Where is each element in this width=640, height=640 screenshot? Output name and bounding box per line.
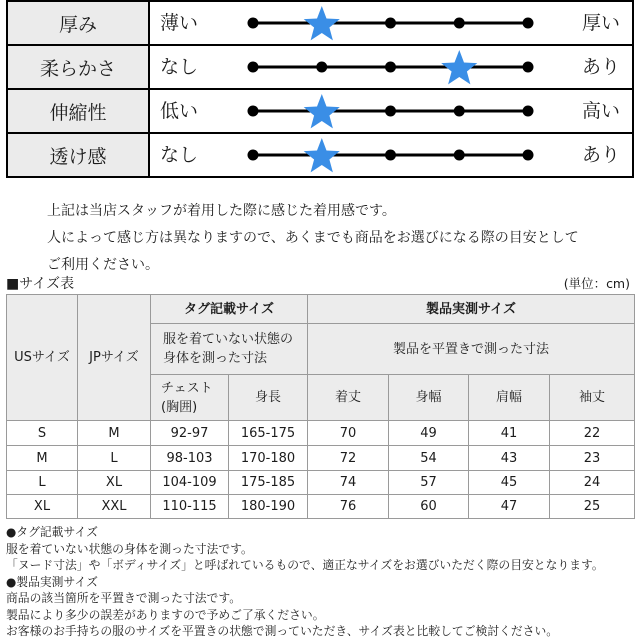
header-chest [151, 375, 229, 421]
feel-scale-cell [150, 134, 632, 176]
scale-dot [248, 106, 259, 117]
scale-low-label: なし [160, 56, 199, 78]
feel-scale-cell [150, 90, 632, 132]
fabric-feel-table [6, 0, 634, 178]
header-us-size: USサイズ [7, 295, 78, 421]
scale-dot [248, 150, 259, 161]
size-chart-title: ■サイズ表 [6, 276, 75, 292]
cell-body-width: 60 [389, 495, 469, 519]
note-text: お客様のお手持ちの服のサイズを平置きの状態で測っていただき、サイズ表と比較してご検討ください。 [6, 624, 559, 638]
feel-note-line: 上記は当店スタッフが着用した際に感じた着用感です。 [47, 203, 396, 219]
level-star-icon [441, 50, 477, 84]
scale-dot [316, 62, 327, 73]
feel-attribute-label: 厚み [8, 2, 150, 44]
note-heading: ●製品実測サイズ [6, 574, 98, 589]
scale-low-label: 低い [160, 100, 199, 122]
scale-dot [385, 18, 396, 29]
note-heading: ●タグ記載サイズ [6, 525, 98, 539]
size-row [7, 471, 635, 495]
feel-attribute-label: 透け感 [8, 134, 150, 176]
header-chest-line: (胸囲) [161, 399, 198, 415]
header-measured-size-description: 製品を平置きで測った寸法 [308, 324, 635, 375]
cell-us-size: XL [7, 495, 78, 519]
feel-note [47, 198, 579, 279]
size-table [6, 294, 635, 519]
scale-low-label: 薄い [160, 12, 199, 34]
scale-high-label: 高い [581, 100, 620, 122]
scale-dot [523, 106, 534, 117]
feel-attribute-label: 伸縮性 [8, 90, 150, 132]
feel-scale-cell [150, 46, 632, 88]
scale-dot [385, 106, 396, 117]
cell-shoulder-width: 41 [469, 421, 550, 446]
note-text: 商品の該当箇所を平置きで測った寸法です。 [6, 591, 241, 605]
cell-chest: 110-115 [151, 495, 229, 519]
scale-high-label: 厚い [581, 12, 620, 34]
cell-sleeve-length: 24 [550, 471, 635, 495]
note-text: 「ヌード寸法」や「ボディサイズ」と呼ばれているもので、適正なサイズをお選びいただく際の目安となります。 [6, 558, 604, 572]
rating-scale [150, 2, 632, 44]
scale-dot [523, 150, 534, 161]
feel-scale-cell [150, 2, 632, 44]
note-text: 製品により多少の誤差がありますので予めご了承ください。 [6, 607, 325, 622]
scale-dot [523, 18, 534, 29]
header-sleeve-length: 袖丈 [550, 375, 635, 421]
cell-us-size: S [7, 421, 78, 446]
feel-row-softness [8, 44, 632, 88]
note-text: 服を着ていない状態の身体を測った寸法です。 [6, 541, 253, 556]
feel-attribute-label: 柔らかさ [8, 46, 150, 88]
feel-row-thickness [8, 2, 632, 44]
header-tag-size-description [151, 324, 308, 375]
cell-length: 74 [308, 471, 389, 495]
size-notes [6, 524, 604, 640]
header-tag-size-group: タグ記載サイズ [151, 295, 308, 324]
cell-height: 175-185 [229, 471, 308, 495]
cell-sleeve-length: 23 [550, 446, 635, 471]
scale-dot [248, 62, 259, 73]
header-shoulder-width: 肩幅 [469, 375, 550, 421]
size-row [7, 421, 635, 446]
scale-dot [454, 150, 465, 161]
level-star-icon [304, 94, 340, 128]
feel-row-stretch [8, 88, 632, 132]
header-height: 身長 [229, 375, 308, 421]
description-line: 身体を測った寸法 [163, 351, 268, 366]
cell-jp-size: XXL [78, 495, 151, 519]
cell-sleeve-length: 22 [550, 421, 635, 446]
cell-us-size: L [7, 471, 78, 495]
header-measured-size-group: 製品実測サイズ [308, 295, 635, 324]
size-row [7, 495, 635, 519]
cell-chest: 92-97 [151, 421, 229, 446]
scale-dot [248, 18, 259, 29]
header-jp-size: JPサイズ [78, 295, 151, 421]
cell-body-width: 54 [389, 446, 469, 471]
size-row [7, 446, 635, 471]
cell-body-width: 49 [389, 421, 469, 446]
description-line: 服を着ていない状態の [163, 332, 294, 347]
feel-note-line: 人によって感じ方は異なりますので、あくまでも商品をお選びになる際の目安として [47, 230, 579, 246]
scale-dot [454, 106, 465, 117]
feel-note-line: ご利用ください。 [47, 257, 159, 273]
cell-jp-size: L [78, 446, 151, 471]
header-chest-line: チェスト [161, 380, 213, 396]
cell-chest: 104-109 [151, 471, 229, 495]
size-chart-unit: (単位：cm) [563, 276, 630, 291]
rating-scale [150, 90, 632, 132]
cell-jp-size: XL [78, 471, 151, 495]
cell-height: 180-190 [229, 495, 308, 519]
scale-low-label: なし [160, 144, 199, 166]
header-body-width: 身幅 [389, 375, 469, 421]
cell-length: 70 [308, 421, 389, 446]
header-row-groups [7, 295, 635, 324]
cell-length: 72 [308, 446, 389, 471]
cell-height: 170-180 [229, 446, 308, 471]
rating-scale [150, 46, 632, 88]
scale-dot [523, 62, 534, 73]
cell-shoulder-width: 47 [469, 495, 550, 519]
cell-chest: 98-103 [151, 446, 229, 471]
cell-body-width: 57 [389, 471, 469, 495]
scale-high-label: あり [581, 56, 620, 78]
feel-row-sheerness [8, 132, 632, 176]
scale-dot [454, 18, 465, 29]
header-length: 着丈 [308, 375, 389, 421]
cell-length: 76 [308, 495, 389, 519]
cell-shoulder-width: 45 [469, 471, 550, 495]
scale-dot [385, 62, 396, 73]
rating-scale [150, 134, 632, 176]
scale-high-label: あり [581, 144, 620, 166]
level-star-icon [304, 6, 340, 40]
level-star-icon [304, 138, 340, 172]
cell-height: 165-175 [229, 421, 308, 446]
cell-us-size: M [7, 446, 78, 471]
cell-jp-size: M [78, 421, 151, 446]
scale-dot [385, 150, 396, 161]
cell-shoulder-width: 43 [469, 446, 550, 471]
cell-sleeve-length: 25 [550, 495, 635, 519]
